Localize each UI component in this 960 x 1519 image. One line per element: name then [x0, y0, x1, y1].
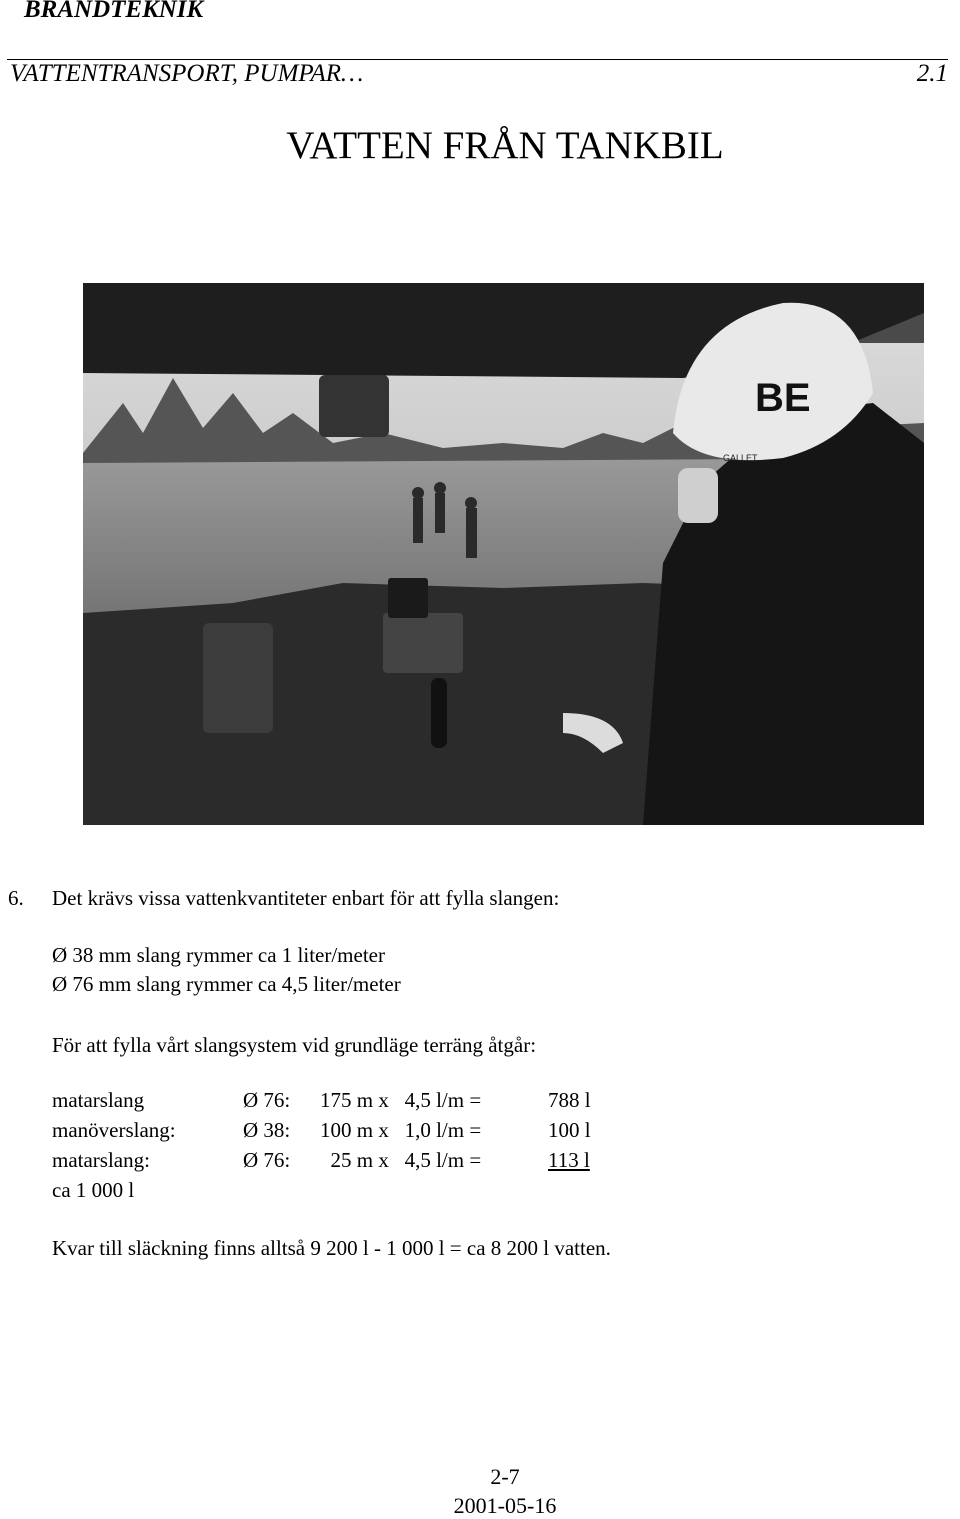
table-row — [0, 1088, 960, 1116]
hose-name: matarslang — [52, 1088, 145, 1112]
hose-result: 113 l — [548, 1148, 590, 1172]
page-title: VATTEN FRÅN TANKBIL — [286, 124, 724, 167]
radio-unit — [383, 613, 463, 673]
item-number: 6. — [8, 886, 24, 910]
hose-diameter: Ø 38: — [243, 1118, 291, 1142]
page-date: 2001-05-16 — [453, 1493, 557, 1518]
hose-total: ca 1 000 l — [52, 1178, 135, 1202]
hose-diameter: Ø 76: — [243, 1088, 291, 1112]
capacity-76: Ø 76 mm slang rymmer ca 4,5 liter/meter — [52, 972, 401, 996]
hose-diameter: Ø 76: — [243, 1148, 291, 1172]
hose-calc: 100 m x 1,0 l/m = — [320, 1118, 482, 1142]
item-intro-text: Det krävs vissa vattenkvantiteter enbart för att fylla slangen: — [52, 886, 560, 910]
system-lead: För att fylla vårt slangsystem vid grundläge terräng åtgår: — [52, 1033, 537, 1057]
joystick — [431, 678, 447, 748]
radio-display — [388, 578, 428, 618]
page-number: 2-7 — [490, 1464, 520, 1489]
cab-photo — [83, 283, 924, 825]
table-row — [0, 1118, 960, 1146]
speaker-box — [319, 375, 389, 437]
capacity-38: Ø 38 mm slang rymmer ca 1 liter/meter — [52, 943, 385, 967]
hose-result: 788 l — [548, 1088, 591, 1112]
hose-calc: 25 m x 4,5 l/m = — [320, 1148, 482, 1172]
helmet-label: BE — [755, 376, 811, 420]
section-number: 2.1 — [916, 60, 948, 87]
helmet-brand: GALLET — [723, 453, 758, 463]
hose-result: 100 l — [548, 1118, 591, 1142]
display-screen — [203, 623, 273, 733]
hose-calc: 175 m x 4,5 l/m = — [320, 1088, 482, 1112]
item-intro — [8, 884, 559, 912]
radio-microphone — [678, 468, 718, 523]
brand-heading: BRANDTEKNIK — [24, 0, 204, 23]
conclusion: Kvar till släckning finns alltså 9 200 l - 1 000 l = ca 8 200 l vatten. — [52, 1236, 611, 1260]
section-title: VATTENTRANSPORT, PUMPAR… — [10, 60, 364, 87]
table-row — [0, 1148, 960, 1176]
hose-name: manöverslang: — [52, 1118, 176, 1142]
hose-name: matarslang: — [52, 1148, 150, 1172]
